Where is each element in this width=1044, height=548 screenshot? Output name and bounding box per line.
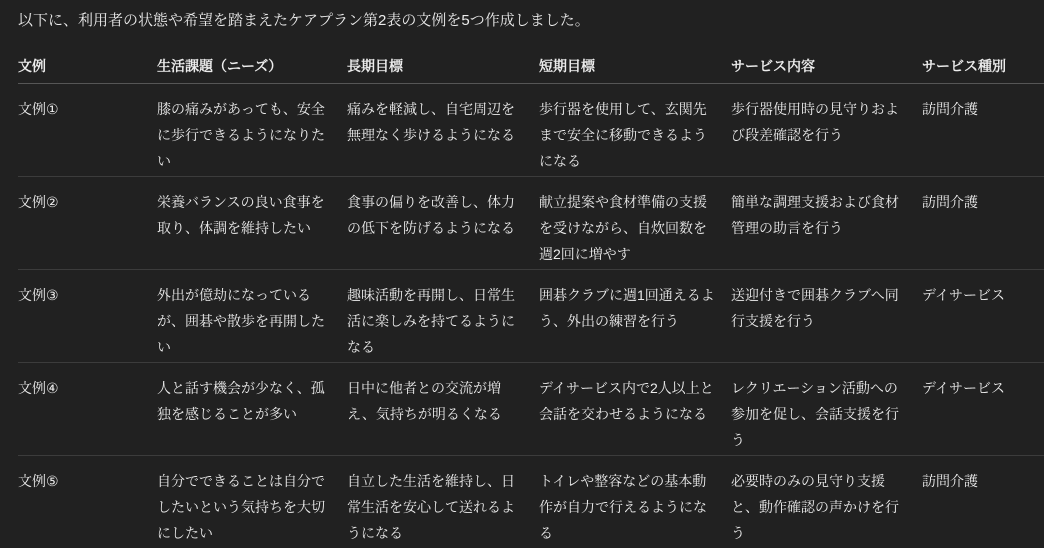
cell-short-goal: 囲碁クラブに週1回通えるよう、外出の練習を行う xyxy=(539,270,731,363)
cell-short-goal: トイレや整容などの基本動作が自力で行えるようになる xyxy=(539,456,731,548)
cell-service-type: デイサービス xyxy=(922,363,1044,456)
cell-example-id: 文例① xyxy=(18,84,157,177)
cell-service-type: 訪問介護 xyxy=(922,177,1044,270)
cell-service-type: 訪問介護 xyxy=(922,456,1044,548)
cell-service: 必要時のみの見守り支援と、動作確認の声かけを行う xyxy=(731,456,922,548)
cell-needs: 膝の痛みがあっても、安全に歩行できるようになりたい xyxy=(157,84,347,177)
cell-short-goal: 歩行器を使用して、玄関先まで安全に移動できるようになる xyxy=(539,84,731,177)
table-header xyxy=(18,40,1044,84)
cell-service: 簡単な調理支援および食材管理の助言を行う xyxy=(731,177,922,270)
cell-service: 送迎付きで囲碁クラブへ同行支援を行う xyxy=(731,270,922,363)
cell-long-goal: 食事の偏りを改善し、体力の低下を防げるようになる xyxy=(347,177,539,270)
cell-example-id: 文例④ xyxy=(18,363,157,456)
column-header-short-goal: 短期目標 xyxy=(539,40,731,84)
cell-needs: 外出が億劫になっているが、囲碁や散歩を再開したい xyxy=(157,270,347,363)
cell-service-type: 訪問介護 xyxy=(922,84,1044,177)
table-row xyxy=(18,363,1044,456)
care-plan-table xyxy=(18,40,1044,548)
table-body xyxy=(18,84,1044,548)
column-header-long-goal: 長期目標 xyxy=(347,40,539,84)
cell-long-goal: 痛みを軽減し、自宅周辺を無理なく歩けるようになる xyxy=(347,84,539,177)
column-header-needs: 生活課題（ニーズ） xyxy=(157,40,347,84)
cell-long-goal: 日中に他者との交流が増え、気持ちが明るくなる xyxy=(347,363,539,456)
cell-needs: 栄養バランスの良い食事を取り、体調を維持したい xyxy=(157,177,347,270)
cell-short-goal: デイサービス内で2人以上と会話を交わせるようになる xyxy=(539,363,731,456)
column-header-service-type: サービス種別 xyxy=(922,40,1044,84)
table-row xyxy=(18,84,1044,177)
cell-long-goal: 自立した生活を維持し、日常生活を安心して送れるようになる xyxy=(347,456,539,548)
cell-example-id: 文例⑤ xyxy=(18,456,157,548)
cell-short-goal: 献立提案や食材準備の支援を受けながら、自炊回数を週2回に増やす xyxy=(539,177,731,270)
table-row xyxy=(18,177,1044,270)
cell-service-type: デイサービス xyxy=(922,270,1044,363)
cell-service: レクリエーション活動への参加を促し、会話支援を行う xyxy=(731,363,922,456)
intro-text: 以下に、利用者の状態や希望を踏まえたケアプラン第2表の文例を5つ作成しました。 xyxy=(18,10,1044,32)
cell-needs: 自分でできることは自分でしたいという気持ちを大切にしたい xyxy=(157,456,347,548)
cell-example-id: 文例③ xyxy=(18,270,157,363)
table-row xyxy=(18,270,1044,363)
cell-needs: 人と話す機会が少なく、孤独を感じることが多い xyxy=(157,363,347,456)
column-header-service: サービス内容 xyxy=(731,40,922,84)
cell-long-goal: 趣味活動を再開し、日常生活に楽しみを持てるようになる xyxy=(347,270,539,363)
table-row xyxy=(18,456,1044,548)
cell-service: 歩行器使用時の見守りおよび段差確認を行う xyxy=(731,84,922,177)
header-row xyxy=(18,40,1044,84)
column-header-example: 文例 xyxy=(18,40,157,84)
cell-example-id: 文例② xyxy=(18,177,157,270)
